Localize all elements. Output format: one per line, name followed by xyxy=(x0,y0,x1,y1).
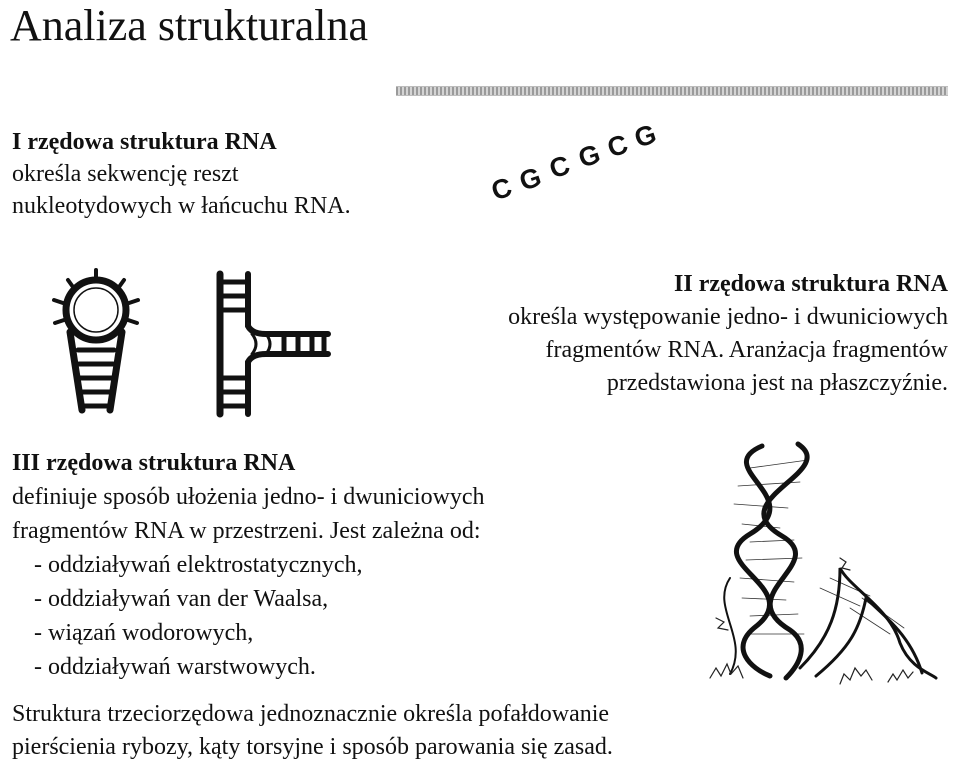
sequence-letter: G xyxy=(574,138,604,174)
slide-title: Analiza strukturalna xyxy=(10,1,368,50)
sequence-letters xyxy=(487,118,680,208)
secondary-structure-heading: II rzędowa struktura RNA xyxy=(674,271,948,297)
interaction-list-item: - wiązań wodorowych, xyxy=(34,620,254,646)
three-way-junction-diagram xyxy=(208,268,338,418)
tertiary-structure-block xyxy=(12,446,485,684)
interaction-list xyxy=(12,548,485,684)
sequence-letter: C xyxy=(603,128,632,164)
hairpin-loop-diagram xyxy=(46,268,146,418)
secondary-structure-line: fragmentów RNA. Aranżacja fragmentów xyxy=(545,337,948,363)
sequence-letter: C xyxy=(545,149,574,185)
interaction-list-item: - oddziaływań van der Waalsa, xyxy=(34,586,329,612)
rna-tertiary-helix-drawing xyxy=(690,438,940,688)
tertiary-structure-heading: III rzędowa struktura RNA xyxy=(12,450,296,476)
sequence-letter: G xyxy=(515,161,545,197)
secondary-structure-line: określa występowanie jedno- i dwuniciowych xyxy=(508,304,948,330)
title-divider xyxy=(396,86,948,96)
interaction-list-item: - oddziaływań elektrostatycznych, xyxy=(34,552,363,578)
secondary-structure-line: przedstawiona jest na płaszczyźnie. xyxy=(606,370,948,396)
summary-block xyxy=(12,698,613,764)
primary-structure-heading: I rzędowa struktura RNA xyxy=(12,129,277,155)
primary-structure-block xyxy=(12,126,351,222)
tertiary-structure-line: definiuje sposób ułożenia jedno- i dwuniciowych xyxy=(12,484,485,510)
primary-structure-line: określa sekwencję reszt xyxy=(12,161,239,187)
tertiary-structure-line: fragmentów RNA w przestrzeni. Jest zależna od: xyxy=(12,518,481,544)
sequence-letter: G xyxy=(630,118,660,154)
secondary-structure-block xyxy=(508,268,948,400)
sequence-letter: C xyxy=(487,171,516,207)
primary-structure-line: nukleotydowych w łańcuchu RNA. xyxy=(12,193,351,219)
summary-line: Struktura trzeciorzędowa jednoznacznie określa pofałdowanie xyxy=(12,701,610,727)
interaction-list-item: - oddziaływań warstwowych. xyxy=(34,654,316,680)
summary-line: pierścienia rybozy, kąty torsyjne i sposób parowania się zasad. xyxy=(12,734,613,760)
